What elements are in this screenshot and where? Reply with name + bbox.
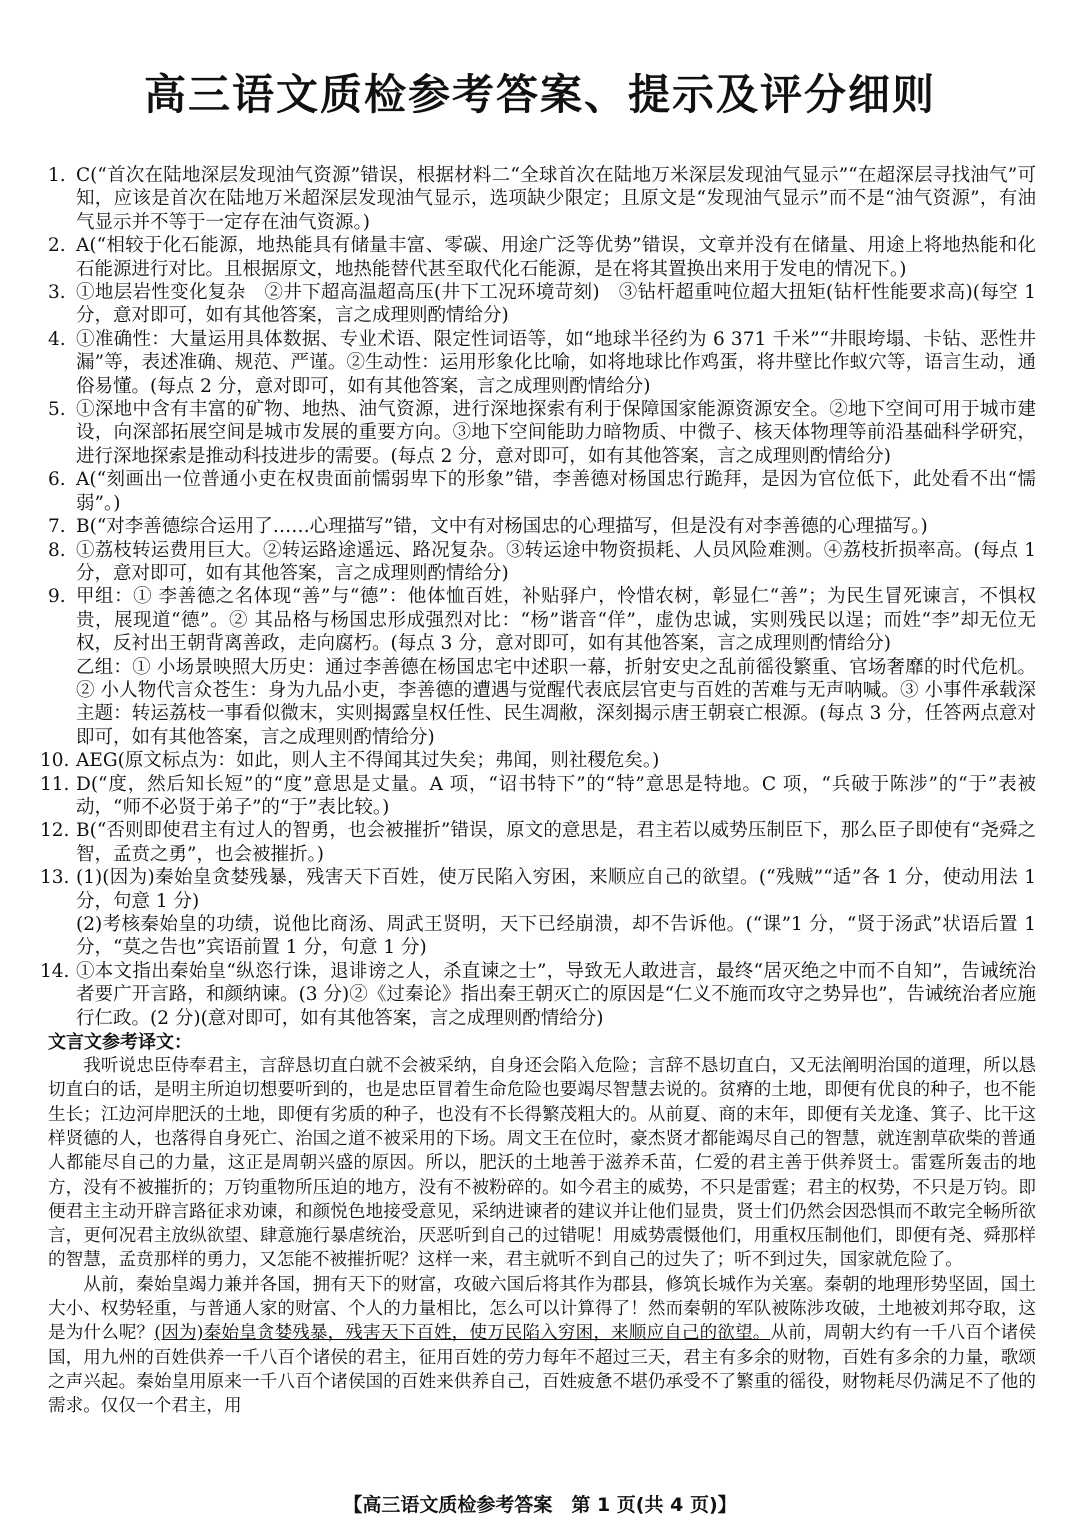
- answer-item-12: [40, 819, 1036, 866]
- answer-text: A(“相较于化石能源，地热能具有储量丰富、零碳、用途广泛等优势”错误，文章并没有在储量、用途上将地热能和化石能源进行对比。且根据原文，地热能替代甚至取代化石能源，是在将其置换出来用于发电的情况下。): [76, 235, 1036, 280]
- page-footer: 【高三语文质检参考答案 第 1 页(共 4 页)】: [343, 1494, 737, 1516]
- answer-number: 13.: [40, 867, 70, 889]
- answer-text: ①地层岩性变化复杂 ②井下超高温超高压(井下工况环境苛刻) ③钻杆超重吨位超大扭矩(钻杆性能要求高)(每空 1 分，意对即可，如有其他答案，言之成理则酌情给分): [76, 282, 1036, 327]
- underlined-translation: (因为)秦始皇贪婪残暴，残害天下百姓，使万民陷入穷困，来顺应自己的欲望。: [154, 1323, 771, 1344]
- answer-item-14: [40, 960, 1036, 1030]
- answer-text: (1)(因为)秦始皇贪婪残暴，残害天下百姓，使万民陷入穷困，来顺应自己的欲望。(“残贼”“适”各 1 分，使动用法 1 分，句意 1 分): [76, 867, 1036, 912]
- answer-number: 10.: [40, 750, 70, 772]
- translation-paragraph: 我听说忠臣侍奉君主，言辞恳切直白就不会被采纳，自身还会陷入危险；言辞不恳切直白，又无法阐明治国的道理，所以恳切直白的话，是明主所迫切想要听到的，也是忠臣冒着生命危险也要竭尽智慧去说的。贫瘠的土地，即便有优良的种子，也不能生长；江边河岸肥沃的土地，即便有劣质的种子，也没有不长得繁茂粗大的。从前夏、商的末年，即便有关龙逢、箕子、比干这样贤德的人，也落得自身死亡、治国之道不被采用的下场。周文王在位时，豪杰贤才都能竭尽自己的智慧，就连割草砍柴的普通人都能尽自己的力量，这正是周朝兴盛的原因。所以，肥沃的土地善于滋养禾苗，仁爱的君主善于供养贤士。雷霆所轰击的地方，没有不被摧折的；万钧重物所压迫的地方，没有不被粉碎的。如今君主的威势，不只是雷霆；君主的权势，不只是万钧。即便君主主动开辟言路征求劝谏，和颜悦色地接受意见，采纳进谏者的建议并让他们显贵，贤士们仍然会因恐惧而不敢完全畅所欲言，更何况君主放纵欲望、肆意施行暴虐统治，厌恶听到自己的过错呢！用威势震慑他们，用重权压制他们，即便有尧、舜那样的智慧，孟贲那样的勇力，又怎能不被摧折呢？这样一来，君主就听不到自己的过失了；听不到过失，国家就危险了。: [48, 1056, 1036, 1271]
- answer-item-4: [48, 328, 1036, 398]
- answer-number: 5.: [48, 399, 66, 421]
- answer-number: 7.: [48, 516, 66, 538]
- answer-item-3: [48, 281, 1036, 328]
- answer-item-11: [40, 773, 1036, 820]
- answer-item-6: [48, 468, 1036, 515]
- translation-body: [48, 1054, 1036, 1418]
- answer-number: 11.: [40, 773, 70, 795]
- answer-item-8: [48, 539, 1036, 586]
- answer-number: 1.: [48, 165, 66, 186]
- answer-number: 9.: [48, 586, 66, 608]
- answer-text: ①准确性：大量运用具体数据、专业术语、限定性词语等，如“地球半径约为 6 371 千米”“井眼垮塌、卡钻、恶性井漏”等，表述准确、规范、严谨。②生动性：运用形象化比喻，如将地球比作鸡蛋，将井壁比作蚁穴等，语言生动，通俗易懂。(每点 2 分，意对即可，如有其他答案，言之成理则酌情给分): [76, 328, 1036, 397]
- answer-number: 12.: [40, 820, 70, 842]
- page-title: 高三语文质检参考答案、提示及评分细则: [143, 70, 936, 119]
- answer-item-1: [48, 164, 1036, 234]
- answer-item-2: [48, 234, 1036, 281]
- answer-text: ①荔枝转运费用巨大。②转运路途遥远、路况复杂。③转运途中物资损耗、人员风险难测。④荔枝折损率高。(每点 1 分，意对即可，如有其他答案，言之成理则酌情给分): [76, 539, 1036, 584]
- translation-text: 从前，秦始皇竭力兼并各国，拥有天下的财富，攻破六国后将其作为郡县，修筑长城作为关塞。秦朝的地理形势坚固，国土大小、权势轻重，与普通人家的财富、个人的力量相比，怎么可以计算得了！然而秦朝的军队被陈涉攻破，土地被刘邦夺取，这是为什么呢？: [48, 1274, 1036, 1344]
- answer-number: 6.: [48, 469, 66, 491]
- answer-text: A(“刻画出一位普通小吏在权贵面前懦弱卑下的形象”错，李善德对杨国忠行跪拜，是因为官位低下，此处看不出“懦弱”。): [76, 469, 1036, 514]
- answer-number: 3.: [48, 282, 66, 304]
- answer-text: 甲组：① 李善德之名体现“善”与“德”：他体恤百姓，补贴驿户，怜惜农树，彰显仁“善”；为民生冒死谏言，不惧权贵，展现道“德”。② 其品格与杨国忠形成强烈对比：“杨”谐音“佯”，虚伪忠诚，实则残民以逞；而姓“李”却无位无权，反衬出王朝背离善政，走向腐朽。(每点 3 分，意对即可，如有其他答案，言之成理则酌情给分): [76, 586, 1036, 655]
- answer-text: ①本文指出秦始皇“纵恣行诛，退诽谤之人，杀直谏之士”，导致无人敢进言，最终“居灭绝之中而不自知”，告诫统治者要广开言路，和颜纳谏。(3 分)②《过秦论》指出秦王朝灭亡的原因是“仁义不施而攻守之势异也”，告诫统治者应施行仁政。(2 分)(意对即可，如有其他答案，言之成理则酌情给分): [76, 960, 1036, 1029]
- answer-text: D(“度，然后知长短”的“度”意思是丈量。A 项，“诏书特下”的“特”意思是特地。C 项，“兵破于陈涉”的“于”表被动，“师不必贤于弟子”的“于”表比较。): [76, 773, 1036, 818]
- answer-item-5: [48, 398, 1036, 468]
- answer-subpart: (2)考核秦始皇的功绩，说他比商汤、周武王贤明，天下已经崩溃，却不告诉他。(“课”1 分，“贤于汤武”状语后置 1 分，“莫之告也”宾语前置 1 分，句意 1 分): [76, 914, 1036, 959]
- translation-text: 从前，周朝大约有一千八百个诸侯国，用九州的百姓供养一千八百个诸侯的君主，征用百姓的劳力每年不超过三天，君主有多余的财物，百姓有多余的力量，歌颂之声兴起。秦始皇用原来一千八百个诸侯国的百姓来供养自己，百姓疲惫不堪仍承受不了繁重的徭役，财物耗尽仍满足不了他的需求。仅仅一个君主，用: [48, 1323, 1036, 1417]
- answer-item-10: [40, 749, 1036, 772]
- answer-number: 2.: [48, 235, 66, 257]
- answer-number: 14.: [40, 960, 70, 982]
- answer-item-9: [48, 585, 1036, 749]
- answer-list: [40, 164, 1036, 1418]
- answer-item-13: [40, 866, 1036, 960]
- translation-paragraph: [48, 1273, 1036, 1419]
- answer-text: B(“否则即使君主有过人的智勇，也会被摧折”错误，原文的意思是，君主若以威势压制臣下，那么臣子即使有“尧舜之智，孟贲之勇”，也会被摧折。): [76, 820, 1036, 865]
- answer-number: 8.: [48, 539, 66, 561]
- answer-subpart: 乙组：① 小场景映照大历史：通过李善德在杨国忠宅中述职一幕，折射安史之乱前徭役繁重、官场奢靡的时代危机。② 小人物代言众苍生：身为九品小吏，李善德的遭遇与觉醒代表底层官吏与百姓的苦难与无声呐喊。③ 小事件承载深主题：转运荔枝一事看似微末，实则揭露皇权任性、民生凋敝，深刻揭示唐王朝衰亡根源。(每点 3 分，任答两点意对即可，如有其他答案，言之成理则酌情给分): [76, 656, 1036, 748]
- answer-item-7: [48, 515, 1036, 538]
- answer-text: B(“对李善德综合运用了……心理描写”错，文中有对杨国忠的心理描写，但是没有对李善德的心理描写。): [76, 516, 928, 538]
- answer-number: 4.: [48, 328, 66, 350]
- answer-text: C(“首次在陆地深层发现油气资源”错误，根据材料二“全球首次在陆地万米深层发现油气显示”“在超深层寻找油气”可知，应该是首次在陆地万米超深层发现油气显示，选项缺少限定；且原文是“发现油气显示”而不是“油气资源”，有油气显示并不等于一定存在油气资源。): [76, 165, 1036, 233]
- translation-heading: 文言文参考译文：: [48, 1032, 192, 1054]
- answer-text: AEG(原文标点为：如此，则人主不得闻其过失矣；弗闻，则社稷危矣。): [76, 750, 660, 772]
- answer-text: ①深地中含有丰富的矿物、地热、油气资源，进行深地探索有利于保障国家能源资源安全。②地下空间可用于城市建设，向深部拓展空间是城市发展的重要方向。③地下空间能助力暗物质、中微子、核天体物理等前沿基础科学研究，进行深地探索是推动科技进步的需要。(每点 2 分，意对即可，如有其他答案，言之成理则酌情给分): [76, 399, 1036, 467]
